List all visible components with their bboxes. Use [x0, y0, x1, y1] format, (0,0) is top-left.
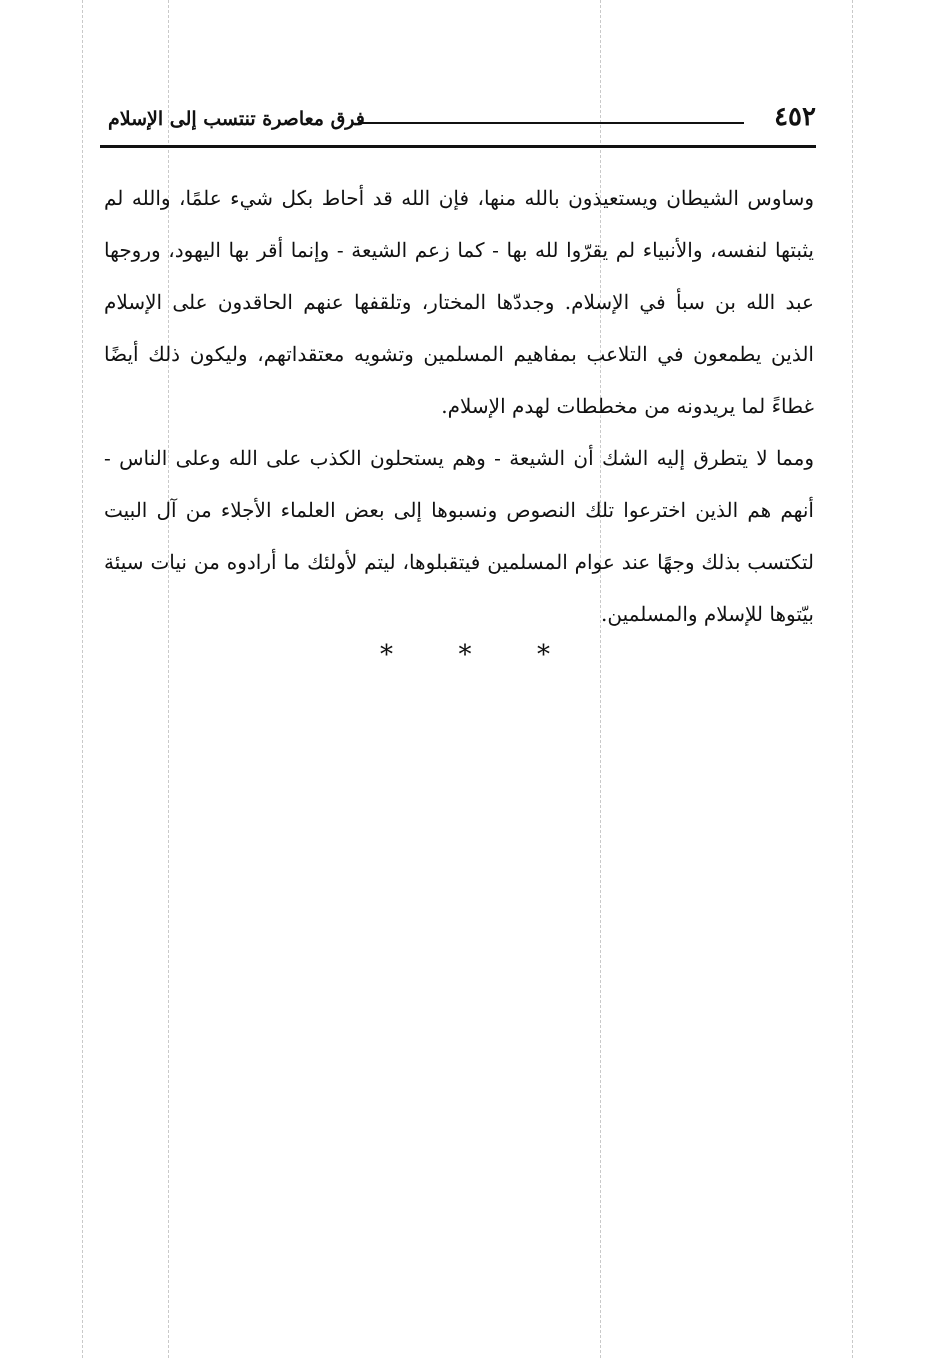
header-rule: [358, 122, 744, 124]
paragraph-1: وساوس الشيطان ويستعيذون بالله منها، فإن الله قد أحاط بكل شيء علمًا، والله لم يثبتها لنفسه، والأنبياء لم يقرّوا لله بها - كما زعم الشيعة - وإنما أقر بها اليهود، وروجها عبد الله بن سبأ في الإسلام. وجددّها المختار، وتلقفها عنهم الحاقدون على الإسلام الذين يطمعون في التلاعب بمفاهيم المسلمين وتشويه معتقداتهم، وليكون ذلك أيضًا غطاءً لما يريدونه من مخططات لهدم الإسلام.: [104, 186, 814, 418]
paragraph-2: ومما لا يتطرق إليه الشك أن الشيعة - وهم يستحلون الكذب على الله وعلى الناس - أنهم هم الذين اخترعوا تلك النصوص ونسبوها إلى بعض العلماء الأجلاء من آل البيت لتكتسب بذلك وجهًا عند عوام المسلمين فيتقبلوها، ليتم لأولئك ما أرادوه من نيات سيئة بيّتوها للإسلام والمسلمين.: [104, 446, 814, 626]
asterisk-ornament: *: [458, 640, 472, 670]
asterisk-ornament: *: [537, 640, 550, 670]
asterisk-ornament: *: [380, 640, 393, 670]
book-title: فرق معاصرة تنتسب إلى الإسلام: [108, 108, 365, 130]
running-header: [100, 96, 816, 144]
section-separator: [380, 640, 550, 670]
header-divider: [100, 145, 816, 148]
page-number: ٤٥٢: [774, 102, 816, 132]
